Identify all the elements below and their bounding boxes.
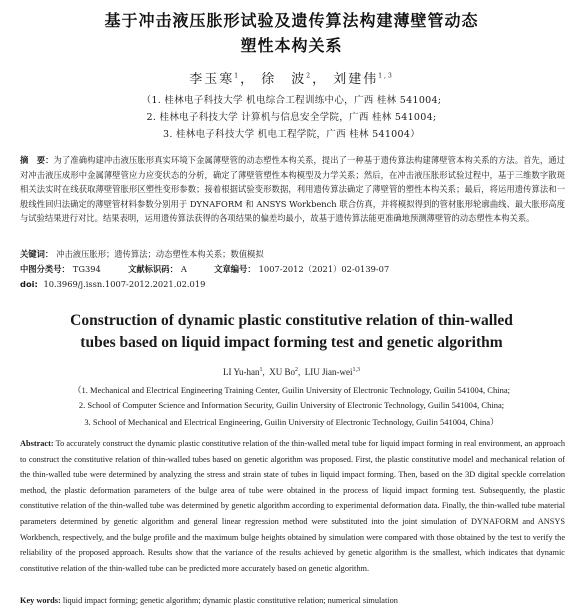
cn-abstract — [20, 153, 565, 226]
en-affiliation: 3. School of Mechanical and Electrical Engineering, Guilin University of Electronic Technology, Guilin 541004, China） — [84, 417, 499, 427]
cn-author-affil-mark: 1,3 — [378, 72, 394, 80]
doi-label: doi: — [20, 279, 38, 289]
en-title-line-1: Construction of dynamic plastic constitutive relation of thin-walled — [70, 312, 513, 329]
cn-keywords-text: 冲击液压胀形；遗传算法；动态塑性本构关系；数值模拟 — [56, 249, 264, 259]
cn-abstract-text: 为了准确构建冲击液压胀形真实环境下金属薄壁管的动态塑性本构关系，提出了一种基于遗传算法构建薄壁管本构关系的方法。首先，通过对冲击液压成形中金属薄壁管应力应变状态的分析，确定了薄壁管塑性本构模型及力学关系；然后，在冲击液压胀形试验过程中，基于三维数字散斑相关法实时在线获取薄壁管胀形区塑性变形参数；接着根据试验变形数据，利用遗传算法确定了薄壁管的塑性本构关系；最后，将运用遗传算法和一般线性回归法确定的薄壁管材料参数分别用于 DYNAFORM 和 ANSYS Workbench 联合仿真，并将模拟得到的管材胀形轮廓曲线、最大胀形高度与试验结果进行对比。结果表明，运用遗传算法获得的各项结果的偏差均最小，故基于遗传算法能更准确地预测薄壁管的动态塑性本构关系。 — [20, 155, 565, 223]
en-affiliation: （1. Mechanical and Electrical Engineering Training Center, Guilin University of Electronic Technology, Guilin 541004, China; — [73, 385, 510, 395]
cn-affiliation: 3. 桂林电子科技大学 机电工程学院，广西 桂林 541004） — [162, 129, 420, 140]
clc-value: TG394 — [72, 264, 101, 274]
en-keywords — [20, 593, 565, 609]
en-keywords-text: liquid impact forming; genetic algorithm; dynamic plastic constitutive relation; numerical simulation — [62, 596, 398, 605]
doi-line — [20, 278, 565, 291]
en-author-name: XU Bo — [269, 367, 295, 377]
cn-title-line-1: 基于冲击液压胀形试验及遗传算法构建薄壁管动态 — [104, 11, 479, 30]
en-author-affil-mark: 2 — [294, 367, 298, 373]
cn-author-affil-mark: 2 — [306, 72, 313, 80]
en-title-line-2: tubes based on liquid impact forming test and genetic algorithm — [80, 334, 503, 351]
cn-keywords — [20, 248, 565, 261]
cn-keywords-label: 关键词： — [20, 249, 54, 259]
en-author-name: LIU Jian-wei — [304, 367, 353, 377]
doi-value: 10.3969/j.issn.1007-2012.2021.02.019 — [43, 279, 206, 289]
cn-author-name: 徐 波 — [261, 72, 307, 87]
en-abstract-text: To accurately construct the dynamic plastic constitutive relation of the thin-walled metal tube for liquid impact forming in real environment, an approach to construct the constitutive relation of thin-walled tubes based on genetic algorithm was proposed. First, the plastic constitutive model and mechanical relation of the thin-walled tube were determined by analyzing the stress and strain state of tubes in liquid impact forming. Then, based on the 3D digital speckle correlation method, the plastic deformation parameters of the bulge area of tube were obtained in the process of liquid impact forming test. Subsequently, the plastic constitutive relation of the thin-walled tube was determined by genetic algorithm according to experimental deformation data. Finally, the thin-walled tube material parameters determined by genetic algorithm and general linear regression method were substituted into the joint simulation of DYNAFORM and ANSYS Workbench, respectively, and the bulge profile and the maximum bulge heights obtained by simulation were compared with those obtained by the test to verify the reliability of the proposed approach. Results show that the variance of the results achieved by genetic algorithm is the smallest, which indicates that dynamic constitutive relation of the thin-walled tube can be predicted more accurately based on genetic algorithm. — [20, 439, 565, 573]
en-affiliation: 2. School of Computer Science and Information Security, Guilin University of Electronic Technology, Guilin 541004, China; — [78, 400, 505, 410]
cn-author-affil-mark: 1 — [234, 72, 241, 80]
cn-author-name: 刘建伟 — [333, 72, 379, 87]
en-abstract — [20, 436, 565, 576]
cn-classification-line — [20, 263, 565, 276]
cn-title-line-2: 塑性本构关系 — [240, 36, 343, 55]
doc-code-label: 文献标识码： — [128, 264, 178, 274]
cn-affiliation: （1. 桂林电子科技大学 机电综合工程训练中心，广西 桂林 541004; — [141, 95, 442, 106]
en-author-affil-mark: 1 — [259, 367, 263, 373]
cn-affiliation: 2. 桂林电子科技大学 计算机与信息安全学院，广西 桂林 541004; — [146, 112, 437, 123]
cn-author-list: 李玉寒$^1$， 徐 波$^2$， 刘建伟$^{1,3}$ — [189, 72, 394, 87]
clc-label: 中图分类号： — [20, 264, 70, 274]
article-number-label: 文章编号： — [214, 264, 256, 274]
en-author-name: LI Yu-han — [223, 367, 260, 377]
en-abstract-label: Abstract: — [20, 439, 54, 448]
article-number-value: 1007-2012（2021）02-0139-07 — [258, 264, 390, 274]
doc-code-value: A — [180, 264, 187, 274]
en-author-list: LI Yu-han$^1$, XU Bo$^2$, LIU Jian-wei$^{1,3}$ — [223, 367, 360, 377]
cn-abstract-label: 摘 要： — [20, 155, 54, 165]
en-keywords-label: Key words: — [20, 596, 61, 605]
en-author-affil-mark: 1,3 — [352, 367, 360, 373]
cn-author-name: 李玉寒 — [189, 72, 235, 87]
